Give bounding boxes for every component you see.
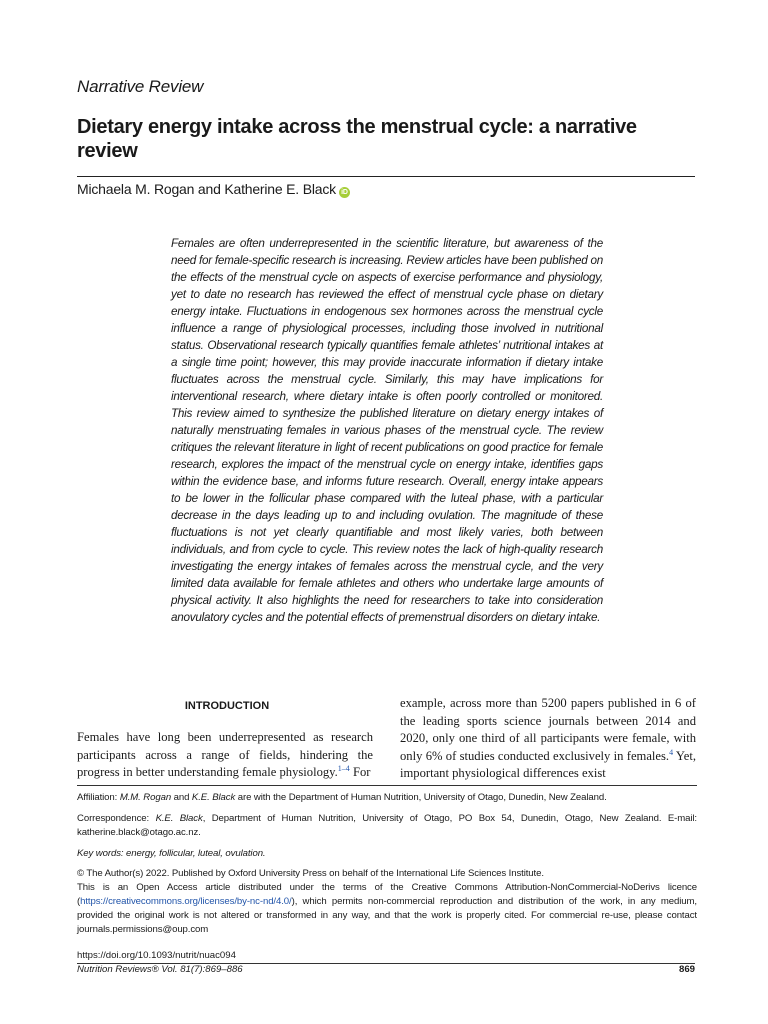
- license-text: This is an Open Access article distributed under the terms of the Creative Commons Attribution-NonCommercial-NoDerivs licence (: [77, 882, 697, 907]
- footnote-divider: [77, 785, 697, 786]
- doi-link[interactable]: https://doi.org/10.1093/nutrit/nuac094: [77, 950, 236, 961]
- author-list: [77, 181, 350, 198]
- citation-link[interactable]: 1–4: [337, 763, 350, 773]
- body-column-right: [400, 695, 696, 783]
- license-note: [77, 867, 697, 937]
- body-column-left: [77, 729, 373, 782]
- article-title: Dietary energy intake across the menstrual cycle: a narrative review: [77, 116, 637, 162]
- introduction-heading: INTRODUCTION: [184, 700, 270, 712]
- page-number: 869: [678, 964, 695, 975]
- copyright-line: © The Author(s) 2022. Published by Oxford University Press on behalf of the International Life Sciences Institute.: [77, 868, 544, 879]
- correspondence-author: K.E. Black: [155, 813, 203, 824]
- orcid-icon[interactable]: iD: [339, 187, 350, 198]
- affiliation-text: are with the Department of Human Nutrition, University of Otago, Dunedin, New Zealand.: [235, 792, 607, 803]
- affiliation-note: [77, 791, 697, 805]
- affiliation-author: M.M. Rogan: [119, 792, 172, 803]
- abstract: Females are often underrepresented in the scientific literature, but awareness of the need for female-specific research is increasing. Review articles have been published on the effects of the menstrual cycle on aspects of exercise performance and physiology, yet to date no research has reviewed the effect of menstrual cycle phase on dietary energy intake. Fluctuations in endogenous sex hormones across the menstrual cycle influence a range of physiological processes, including those involved in nutritional status. Observational research typically quantifies female athletes’ nutritional intakes at a single time point; however, this may provide inaccurate information if dietary intake fluctuates across the menstrual cycle. Similarly, this may have implications for interventional research, where dietary intake is often poorly controlled or monitored. This review aimed to synthesize the published literature on dietary energy intakes of naturally menstruating females in various phases of the menstrual cycle. The review critiques the relevant literature in light of recent publications on good practice for female research, explores the impact of the menstrual cycle on energy intake, identifies gaps within the evidence base, and informs future research. Overall, energy intake appears to be lower in the follicular phase compared with the luteal phase, with a particular decrease in the days leading up to and including ovulation. The magnitude of these fluctuations is not yet clearly quantifiable and most likely varies, both between individuals, and from cycle to cycle. This review notes the lack of high-quality research investigating the energy intakes of females across the menstrual cycle, and the very limited data available for female athletes and others who undertake large amounts of physical activity. It also highlights the need for researchers to take into consideration anovulatory cycles and the potential effects of premenstrual disorders on dietary intake.: [171, 237, 603, 624]
- title-divider: [77, 176, 695, 177]
- affiliation-author: K.E. Black: [191, 792, 236, 803]
- body-text: For: [349, 765, 371, 779]
- affiliation-and: and: [171, 792, 192, 803]
- journal-reference: Nutrition Reviews® Vol. 81(7):869–886: [77, 964, 243, 975]
- correspondence-label: Correspondence:: [77, 813, 150, 824]
- correspondence-text: , Department of Human Nutrition, University of Otago, PO Box 54, Dunedin, Otago, New Zealand. E-mail: katherine.black@otago.ac.nz.: [77, 813, 697, 838]
- section-label: Narrative Review: [77, 77, 204, 96]
- body-text: example, across more than 5200 papers published in 6 of the leading sports science journals between 2014 and 2020, only one third of all participants were female, with only 6% of studies conducted exclusively in females.: [400, 696, 696, 763]
- correspondence-note: [77, 812, 697, 840]
- body-text: Females have long been underrepresented as research participants across a range of fields, hindering the progress in better understanding female physiology.: [77, 730, 373, 779]
- affiliation-label: Affiliation:: [77, 792, 118, 803]
- citation-link[interactable]: 4: [669, 747, 674, 757]
- license-text: ), which permits non-commercial reproduction and distribution of the work, in any medium, provided the original work is not altered or transformed in any way, and that the work is properly cited. For commercial re-use, please contact journals.permissions@oup.com: [77, 896, 697, 935]
- license-link[interactable]: https://creativecommons.org/licenses/by-nc-nd/4.0/: [80, 896, 292, 907]
- body-text: Yet, important physiological differences exist: [400, 748, 696, 780]
- authors-text: Michaela M. Rogan and Katherine E. Black: [77, 181, 336, 197]
- keywords: Key words: energy, follicular, luteal, ovulation.: [77, 848, 266, 859]
